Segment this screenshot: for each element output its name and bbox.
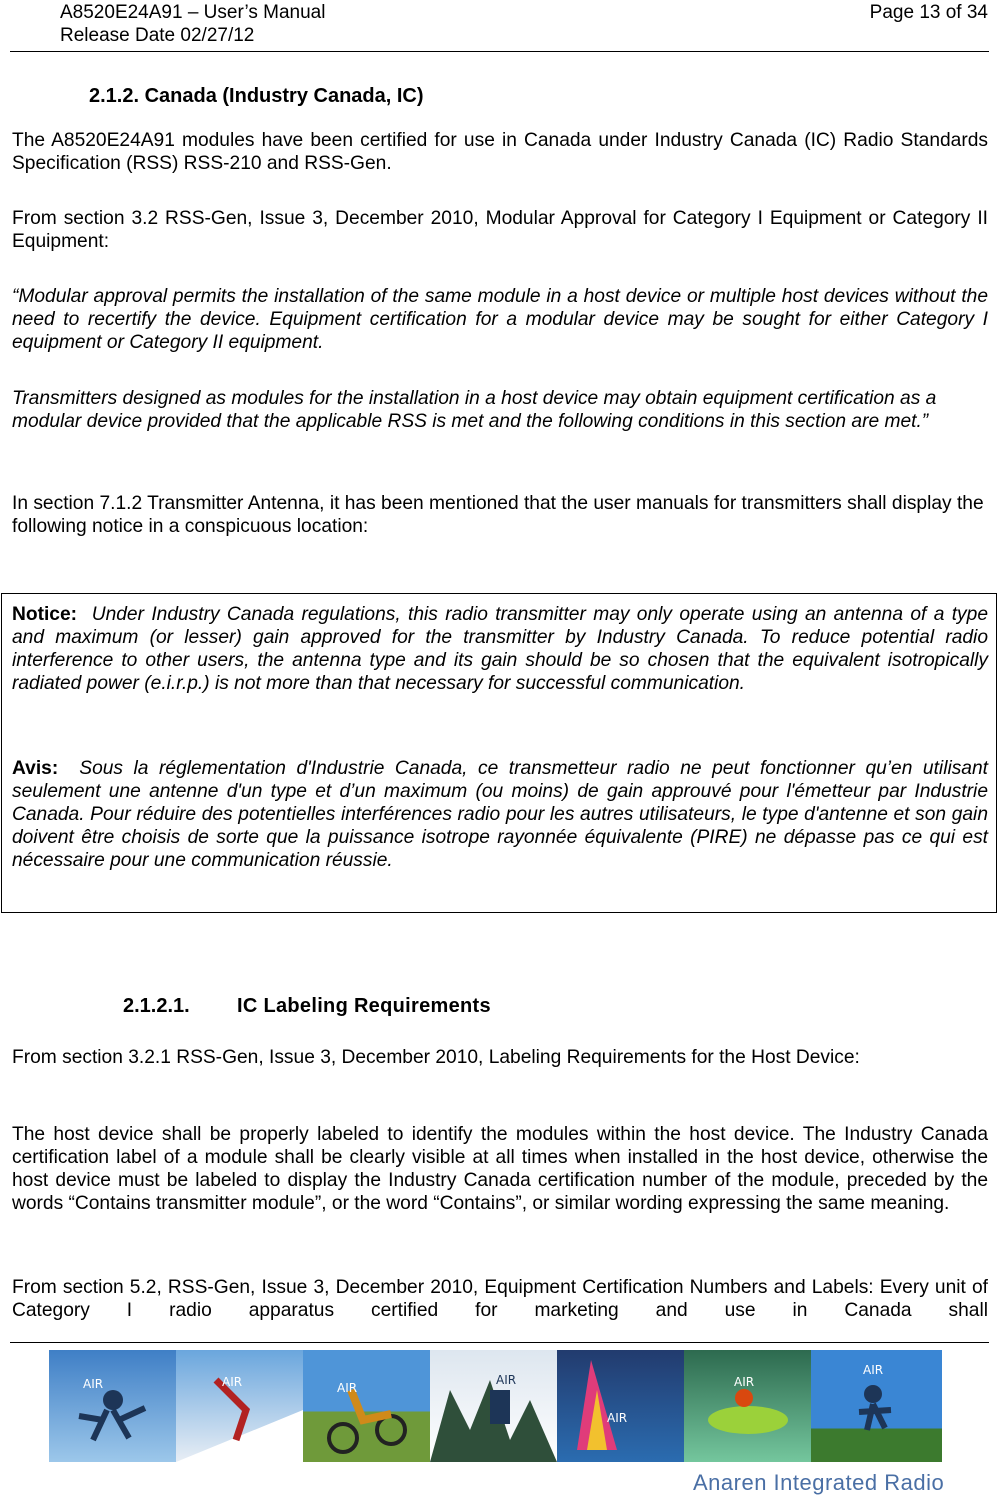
banner-photo-skier [176, 1350, 303, 1462]
avis-label: Avis: [12, 758, 59, 779]
section-paragraph-3: In section 7.1.2 Transmitter Antenna, it has been mentioned that the user manuals for transmitters shall display the following notice in a conspicuous location: [12, 493, 984, 537]
air-label-7: AIR [863, 1363, 884, 1377]
subsection-paragraph-1: From section 3.2.1 RSS-Gen, Issue 3, December 2010, Labeling Requirements for the Host Device: [12, 1047, 860, 1068]
avis-text: Sous la réglementation d'Industrie Canada, ce transmetteur radio ne peut fonctionner qu’en utilisant seulement une antenne d'un type et d’un maximum (ou moins) de gain approuvé pour l'émetteur par Industrie Canada. Pour réduire des potentielles interférences radio pour les autres utilisateurs, le type d'antenne et son gain doivent être choisis de sorte que la puissance isotrope rayonnée équivalente (PIRE) ne dépasse pas ce qui est nécessaire pour une communication réussie. [12, 758, 988, 871]
notice-text: Under Industry Canada regulations, this radio transmitter may only operate using an antenna of a type and maximum (or lesser) gain approved for the transmitter by Industry Canada. To reduce potential radio interference to other users, the antenna type and its gain should be so chosen that the equivalent isotropically radiated power (e.i.r.p.) is not more than that necessary for successful communication. [12, 604, 988, 694]
quote-paragraph-1: “Modular approval permits the installation of the same module in a host device or multiple host devices without the need to recertify the device. Equipment certification for a modular device may be sought for either Category I equipment or Category II equipment. [12, 286, 988, 353]
release-date: Release Date 02/27/12 [60, 25, 255, 46]
air-label-5: AIR [607, 1411, 628, 1425]
page-number: Page 13 of 34 [869, 2, 988, 23]
notice-box [1, 593, 997, 913]
banner-photo-windsurfer [557, 1350, 684, 1462]
subsection-paragraph-2: The host device shall be properly labeled to identify the modules within the host device. The Industry Canada certification label of a module shall be clearly visible at all times when installed in the host device, otherwise the host device must be labeled to display the Industry Canada certification number of the module, preceded by the words “Contains transmitter module”, or the word “Contains”, or similar wording expressing the same meaning. [12, 1124, 988, 1214]
air-label-3: AIR [337, 1381, 358, 1395]
section-heading: 2.1.2. Canada (Industry Canada, IC) [89, 85, 424, 107]
banner-photo-kayaker [684, 1350, 811, 1462]
air-label-4: AIR [496, 1373, 517, 1387]
avis-paragraph [12, 757, 988, 872]
banner-photo-cyclist [303, 1350, 430, 1462]
air-label-2: AIR [222, 1375, 243, 1389]
section-paragraph-2: From section 3.2 RSS-Gen, Issue 3, December 2010, Modular Approval for Category I Equipment or Category II Equipment: [12, 208, 988, 252]
header-rule [10, 51, 989, 52]
banner-photo-skater [49, 1350, 176, 1462]
subsection-heading-text: IC Labeling Requirements [237, 995, 491, 1017]
footer-rule [10, 1342, 989, 1343]
banner-photo-jumper [811, 1350, 942, 1462]
brand-name: Anaren Integrated Radio [693, 1470, 945, 1495]
notice-paragraph [12, 603, 988, 695]
section-paragraph-1: The A8520E24A91 modules have been certified for use in Canada under Industry Canada (IC) Radio Standards Specification (RSS) RSS-210 and RSS-Gen. [12, 130, 988, 174]
quote-paragraph-2: Transmitters designed as modules for the installation in a host device may obtain equipment certification as a modular device provided that the applicable RSS is met and the following conditions in this section are met.” [12, 388, 937, 432]
air-label-6: AIR [734, 1375, 755, 1389]
subsection-paragraph-3: From section 5.2, RSS-Gen, Issue 3, December 2010, Equipment Certification Numbers and Labels: Every unit of Category I radio apparatus certified for marketing and use in Canada shall [12, 1277, 988, 1321]
notice-label: Notice: [12, 604, 78, 625]
doc-title: A8520E24A91 – User’s Manual [60, 2, 326, 23]
footer-banner [49, 1350, 942, 1462]
air-label-1: AIR [83, 1377, 104, 1391]
banner-photo-snowboarder [430, 1350, 557, 1462]
subsection-heading-number: 2.1.2.1. [123, 995, 190, 1017]
